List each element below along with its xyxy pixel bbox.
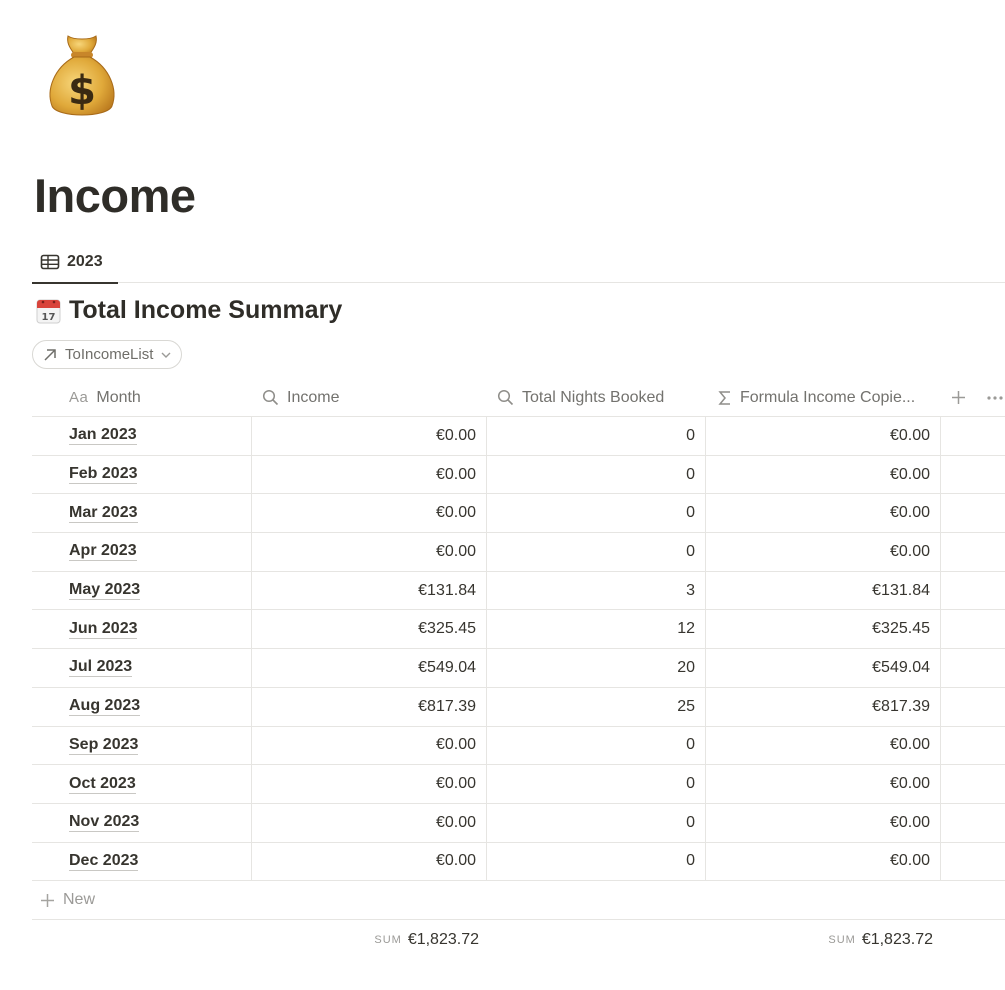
income-cell[interactable]: €0.00 [251, 494, 486, 532]
svg-text:$: $ [68, 68, 96, 114]
month-link[interactable]: Sep 2023 [69, 735, 139, 753]
new-row-label: New [63, 891, 96, 909]
calendar-icon [36, 298, 61, 324]
table-row[interactable] [32, 649, 1005, 688]
chevron-down-icon [161, 351, 171, 359]
income-cell[interactable]: €0.00 [251, 804, 486, 842]
table-row[interactable] [32, 727, 1005, 766]
formula-cell[interactable]: €0.00 [705, 456, 940, 494]
month-cell[interactable] [32, 688, 251, 726]
income-cell[interactable]: €0.00 [251, 456, 486, 494]
column-header-nights[interactable] [497, 378, 664, 417]
table-body [32, 417, 1005, 881]
database-title-text: Total Income Summary [69, 296, 343, 324]
income-cell[interactable]: €0.00 [251, 765, 486, 803]
column-label: Total Nights Booked [522, 388, 665, 406]
income-cell[interactable]: €817.39 [251, 688, 486, 726]
sum-value: €1,823.72 [861, 931, 933, 949]
money-bag-icon[interactable] [44, 30, 120, 124]
table-row[interactable] [32, 765, 1005, 804]
plus-icon [40, 893, 55, 908]
table-row[interactable] [32, 494, 1005, 533]
tab-2023[interactable] [32, 240, 118, 283]
plus-icon [951, 390, 966, 405]
income-cell[interactable]: €0.00 [251, 417, 486, 455]
income-cell[interactable]: €549.04 [251, 649, 486, 687]
calculation-row [32, 920, 1005, 960]
empty-cell[interactable] [940, 727, 1005, 765]
nights-cell[interactable]: 0 [486, 417, 705, 455]
add-property-button[interactable] [951, 378, 966, 417]
empty-cell[interactable] [940, 417, 1005, 455]
empty-cell[interactable] [940, 688, 1005, 726]
filter-label: ToIncomeList [65, 346, 154, 363]
month-link[interactable]: Nov 2023 [69, 813, 140, 831]
income-cell[interactable]: €325.45 [251, 610, 486, 648]
formula-cell[interactable]: €0.00 [705, 533, 940, 571]
formula-cell[interactable]: €549.04 [705, 649, 940, 687]
table-row[interactable] [32, 688, 1005, 727]
table-row[interactable] [32, 843, 1005, 882]
nights-cell[interactable]: 0 [486, 533, 705, 571]
month-cell[interactable] [32, 417, 251, 455]
month-cell[interactable] [32, 727, 251, 765]
nights-cell[interactable]: 0 [486, 804, 705, 842]
month-cell[interactable] [32, 843, 251, 881]
formula-cell[interactable]: €0.00 [705, 494, 940, 532]
table-row[interactable] [32, 533, 1005, 572]
month-cell[interactable] [32, 494, 251, 532]
empty-cell[interactable] [940, 610, 1005, 648]
nights-cell[interactable]: 20 [486, 649, 705, 687]
month-link[interactable]: Feb 2023 [69, 465, 138, 483]
table-icon [40, 254, 60, 270]
month-cell[interactable] [32, 456, 251, 494]
month-link[interactable]: Aug 2023 [69, 697, 141, 715]
income-cell[interactable]: €131.84 [251, 572, 486, 610]
empty-cell[interactable] [940, 804, 1005, 842]
relation-filter-pill[interactable] [32, 340, 182, 369]
income-cell[interactable]: €0.00 [251, 533, 486, 571]
formula-cell[interactable]: €325.45 [705, 610, 940, 648]
table-row[interactable] [32, 572, 1005, 611]
nights-cell[interactable]: 3 [486, 572, 705, 610]
month-link[interactable]: May 2023 [69, 581, 141, 599]
formula-cell[interactable]: €0.00 [705, 417, 940, 455]
nights-cell[interactable]: 0 [486, 843, 705, 881]
more-options-button[interactable] [987, 378, 1005, 417]
month-link[interactable]: Jun 2023 [69, 619, 138, 637]
income-sum[interactable] [251, 920, 479, 960]
search-icon [262, 389, 279, 406]
formula-cell[interactable]: €0.00 [705, 804, 940, 842]
view-tabs [32, 240, 1005, 283]
nights-cell[interactable]: 0 [486, 456, 705, 494]
table-header [32, 378, 1005, 417]
empty-cell[interactable] [940, 843, 1005, 881]
column-header-income[interactable] [262, 378, 339, 417]
sum-label: SUM [828, 934, 856, 947]
formula-cell[interactable]: €0.00 [705, 727, 940, 765]
nights-cell[interactable]: 0 [486, 494, 705, 532]
sigma-icon [718, 390, 732, 406]
table-row[interactable] [32, 417, 1005, 456]
column-label: Income [287, 388, 340, 406]
empty-cell[interactable] [940, 649, 1005, 687]
table-row[interactable] [32, 456, 1005, 495]
empty-cell[interactable] [940, 765, 1005, 803]
formula-sum[interactable] [705, 920, 933, 960]
column-label: Month [96, 388, 141, 406]
empty-cell[interactable] [940, 494, 1005, 532]
sum-value: €1,823.72 [407, 931, 479, 949]
tab-label: 2023 [67, 252, 103, 270]
month-cell[interactable] [32, 572, 251, 610]
new-row-button[interactable] [32, 881, 1005, 920]
arrow-up-right-icon [43, 348, 57, 362]
formula-cell[interactable]: €0.00 [705, 765, 940, 803]
month-cell[interactable] [32, 765, 251, 803]
month-link[interactable]: Mar 2023 [69, 503, 138, 521]
nights-cell[interactable]: 0 [486, 765, 705, 803]
month-link[interactable]: Dec 2023 [69, 851, 139, 869]
month-cell[interactable] [32, 533, 251, 571]
table-row[interactable] [32, 610, 1005, 649]
empty-cell[interactable] [940, 572, 1005, 610]
empty-cell[interactable] [940, 456, 1005, 494]
formula-cell[interactable]: €817.39 [705, 688, 940, 726]
nights-cell[interactable]: 0 [486, 727, 705, 765]
formula-cell[interactable]: €131.84 [705, 572, 940, 610]
empty-cell[interactable] [940, 533, 1005, 571]
nights-cell[interactable]: 25 [486, 688, 705, 726]
sum-label: SUM [374, 934, 402, 947]
income-table [32, 378, 1005, 960]
month-cell[interactable] [32, 610, 251, 648]
column-header-formula[interactable] [718, 378, 915, 417]
calendar-day: 17 [41, 311, 56, 323]
search-icon [497, 389, 514, 406]
text-property-icon: Aa [69, 389, 89, 406]
month-link[interactable]: Jul 2023 [69, 658, 133, 676]
table-row[interactable] [32, 804, 1005, 843]
month-cell[interactable] [32, 649, 251, 687]
page-title[interactable]: Income [34, 169, 196, 222]
more-horizontal-icon [987, 396, 1005, 400]
formula-cell[interactable]: €0.00 [705, 843, 940, 881]
month-link[interactable]: Jan 2023 [69, 426, 137, 444]
database-title[interactable] [36, 296, 342, 325]
nights-cell[interactable]: 12 [486, 610, 705, 648]
income-cell[interactable]: €0.00 [251, 727, 486, 765]
month-link[interactable]: Apr 2023 [69, 542, 137, 560]
column-label: Formula Income Copie... [740, 388, 916, 406]
column-header-month[interactable] [69, 378, 141, 417]
income-cell[interactable]: €0.00 [251, 843, 486, 881]
month-link[interactable]: Oct 2023 [69, 774, 136, 792]
month-cell[interactable] [32, 804, 251, 842]
